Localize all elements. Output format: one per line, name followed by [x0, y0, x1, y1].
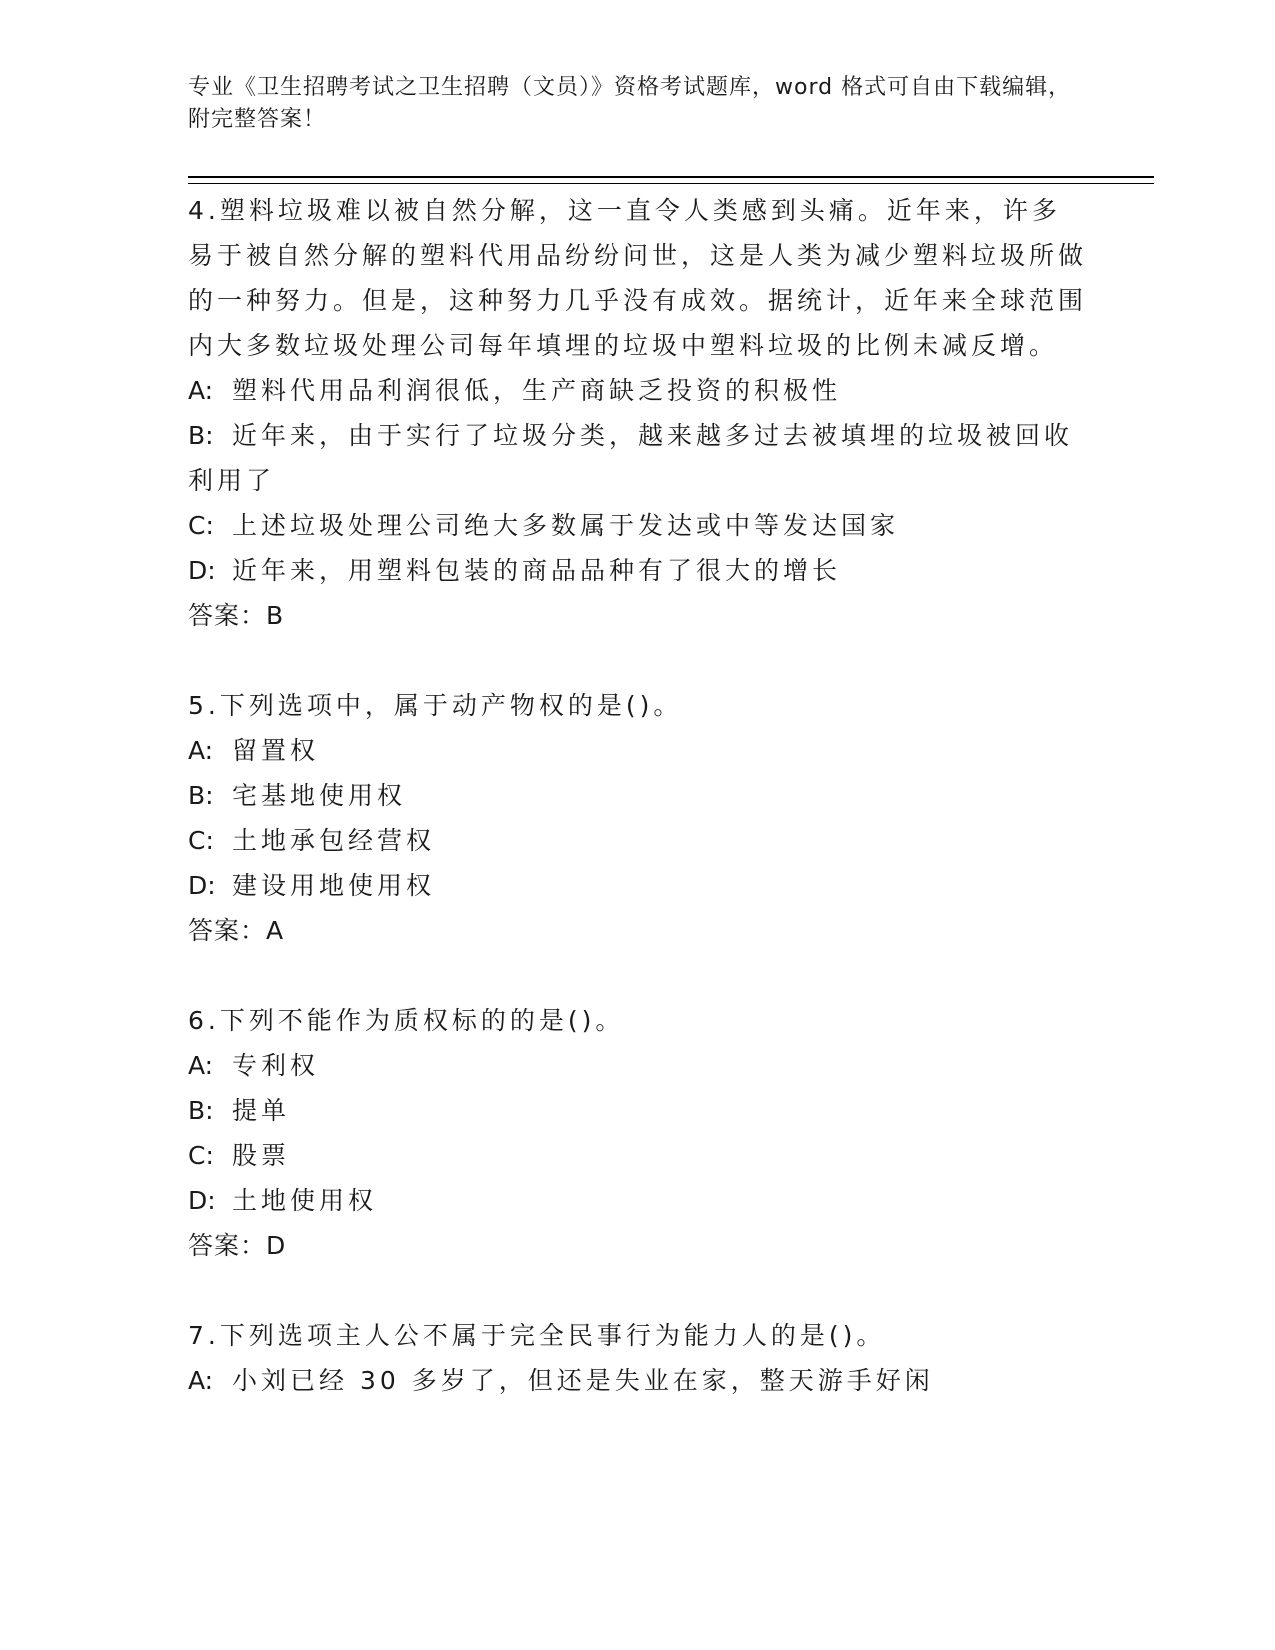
option-c	[188, 503, 1088, 548]
question-7	[188, 1313, 1088, 1403]
option-c	[188, 818, 1088, 863]
option-letter: C:	[188, 826, 214, 855]
option-letter: A:	[188, 1051, 214, 1080]
answer-line: 答案：D	[188, 1231, 287, 1260]
option-b	[188, 413, 1088, 503]
option-text: 上述垃圾处理公司绝大多数属于发达或中等发达国家	[232, 511, 900, 540]
option-letter: B:	[188, 781, 214, 810]
question-stem: 7.下列选项主人公不属于完全民事行为能力人的是()。	[188, 1321, 886, 1350]
option-text: 提单	[232, 1096, 291, 1125]
option-text: 土地承包经营权	[232, 826, 436, 855]
answer-line: 答案：B	[188, 601, 285, 630]
option-letter: D:	[188, 871, 216, 900]
question-5	[188, 683, 1088, 953]
option-letter: A:	[188, 1366, 214, 1395]
option-a	[188, 1358, 1088, 1403]
question-4	[188, 188, 1088, 638]
option-text: 留置权	[232, 736, 320, 765]
header-divider-thin	[188, 183, 1154, 184]
option-text: 建设用地使用权	[232, 871, 436, 900]
option-d	[188, 548, 1088, 593]
option-a	[188, 368, 1088, 413]
option-text: 专利权	[232, 1051, 320, 1080]
header-divider-thick	[188, 176, 1154, 178]
question-stem: 4.塑料垃圾难以被自然分解，这一直令人类感到头痛。近年来，许多易于被自然分解的塑料代用品纷纷问世，这是人类为减少塑料垃圾所做的一种努力。但是，这种努力几乎没有成效。据统计，近年来全球范围内大多数垃圾处理公司每年填埋的垃圾中塑料垃圾的比例未减反增。	[188, 196, 1088, 360]
option-text: 近年来，用塑料包装的商品品种有了很大的增长	[232, 556, 842, 585]
option-letter: D:	[188, 1186, 216, 1215]
question-stem: 5.下列选项中，属于动产物权的是()。	[188, 691, 683, 720]
question-6	[188, 998, 1088, 1268]
option-text: 小刘已经 30 多岁了，但还是失业在家，整天游手好闲	[232, 1366, 934, 1395]
option-letter: B:	[188, 421, 214, 450]
option-b	[188, 1088, 1088, 1133]
option-letter: A:	[188, 736, 214, 765]
option-d	[188, 1178, 1088, 1223]
option-a	[188, 1043, 1088, 1088]
option-text: 塑料代用品利润很低，生产商缺乏投资的积极性	[232, 376, 842, 405]
option-text: 近年来，由于实行了垃圾分类，越来越多过去被填埋的垃圾被回收利用了	[188, 421, 1074, 495]
option-text: 股票	[232, 1141, 291, 1170]
answer-line: 答案：A	[188, 916, 285, 945]
document-header: 专业《卫生招聘考试之卫生招聘（文员）》资格考试题库，word 格式可自由下载编辑，附完整答案！	[188, 75, 1072, 132]
option-a	[188, 728, 1088, 773]
question-stem: 6.下列不能作为质权标的的是()。	[188, 1006, 625, 1035]
option-letter: D:	[188, 556, 216, 585]
option-letter: C:	[188, 1141, 214, 1170]
option-text: 土地使用权	[232, 1186, 378, 1215]
question-list	[188, 188, 1088, 1448]
option-letter: A:	[188, 376, 214, 405]
option-letter: B:	[188, 1096, 214, 1125]
option-b	[188, 773, 1088, 818]
option-c	[188, 1133, 1088, 1178]
option-d	[188, 863, 1088, 908]
option-text: 宅基地使用权	[232, 781, 407, 810]
option-letter: C:	[188, 511, 214, 540]
